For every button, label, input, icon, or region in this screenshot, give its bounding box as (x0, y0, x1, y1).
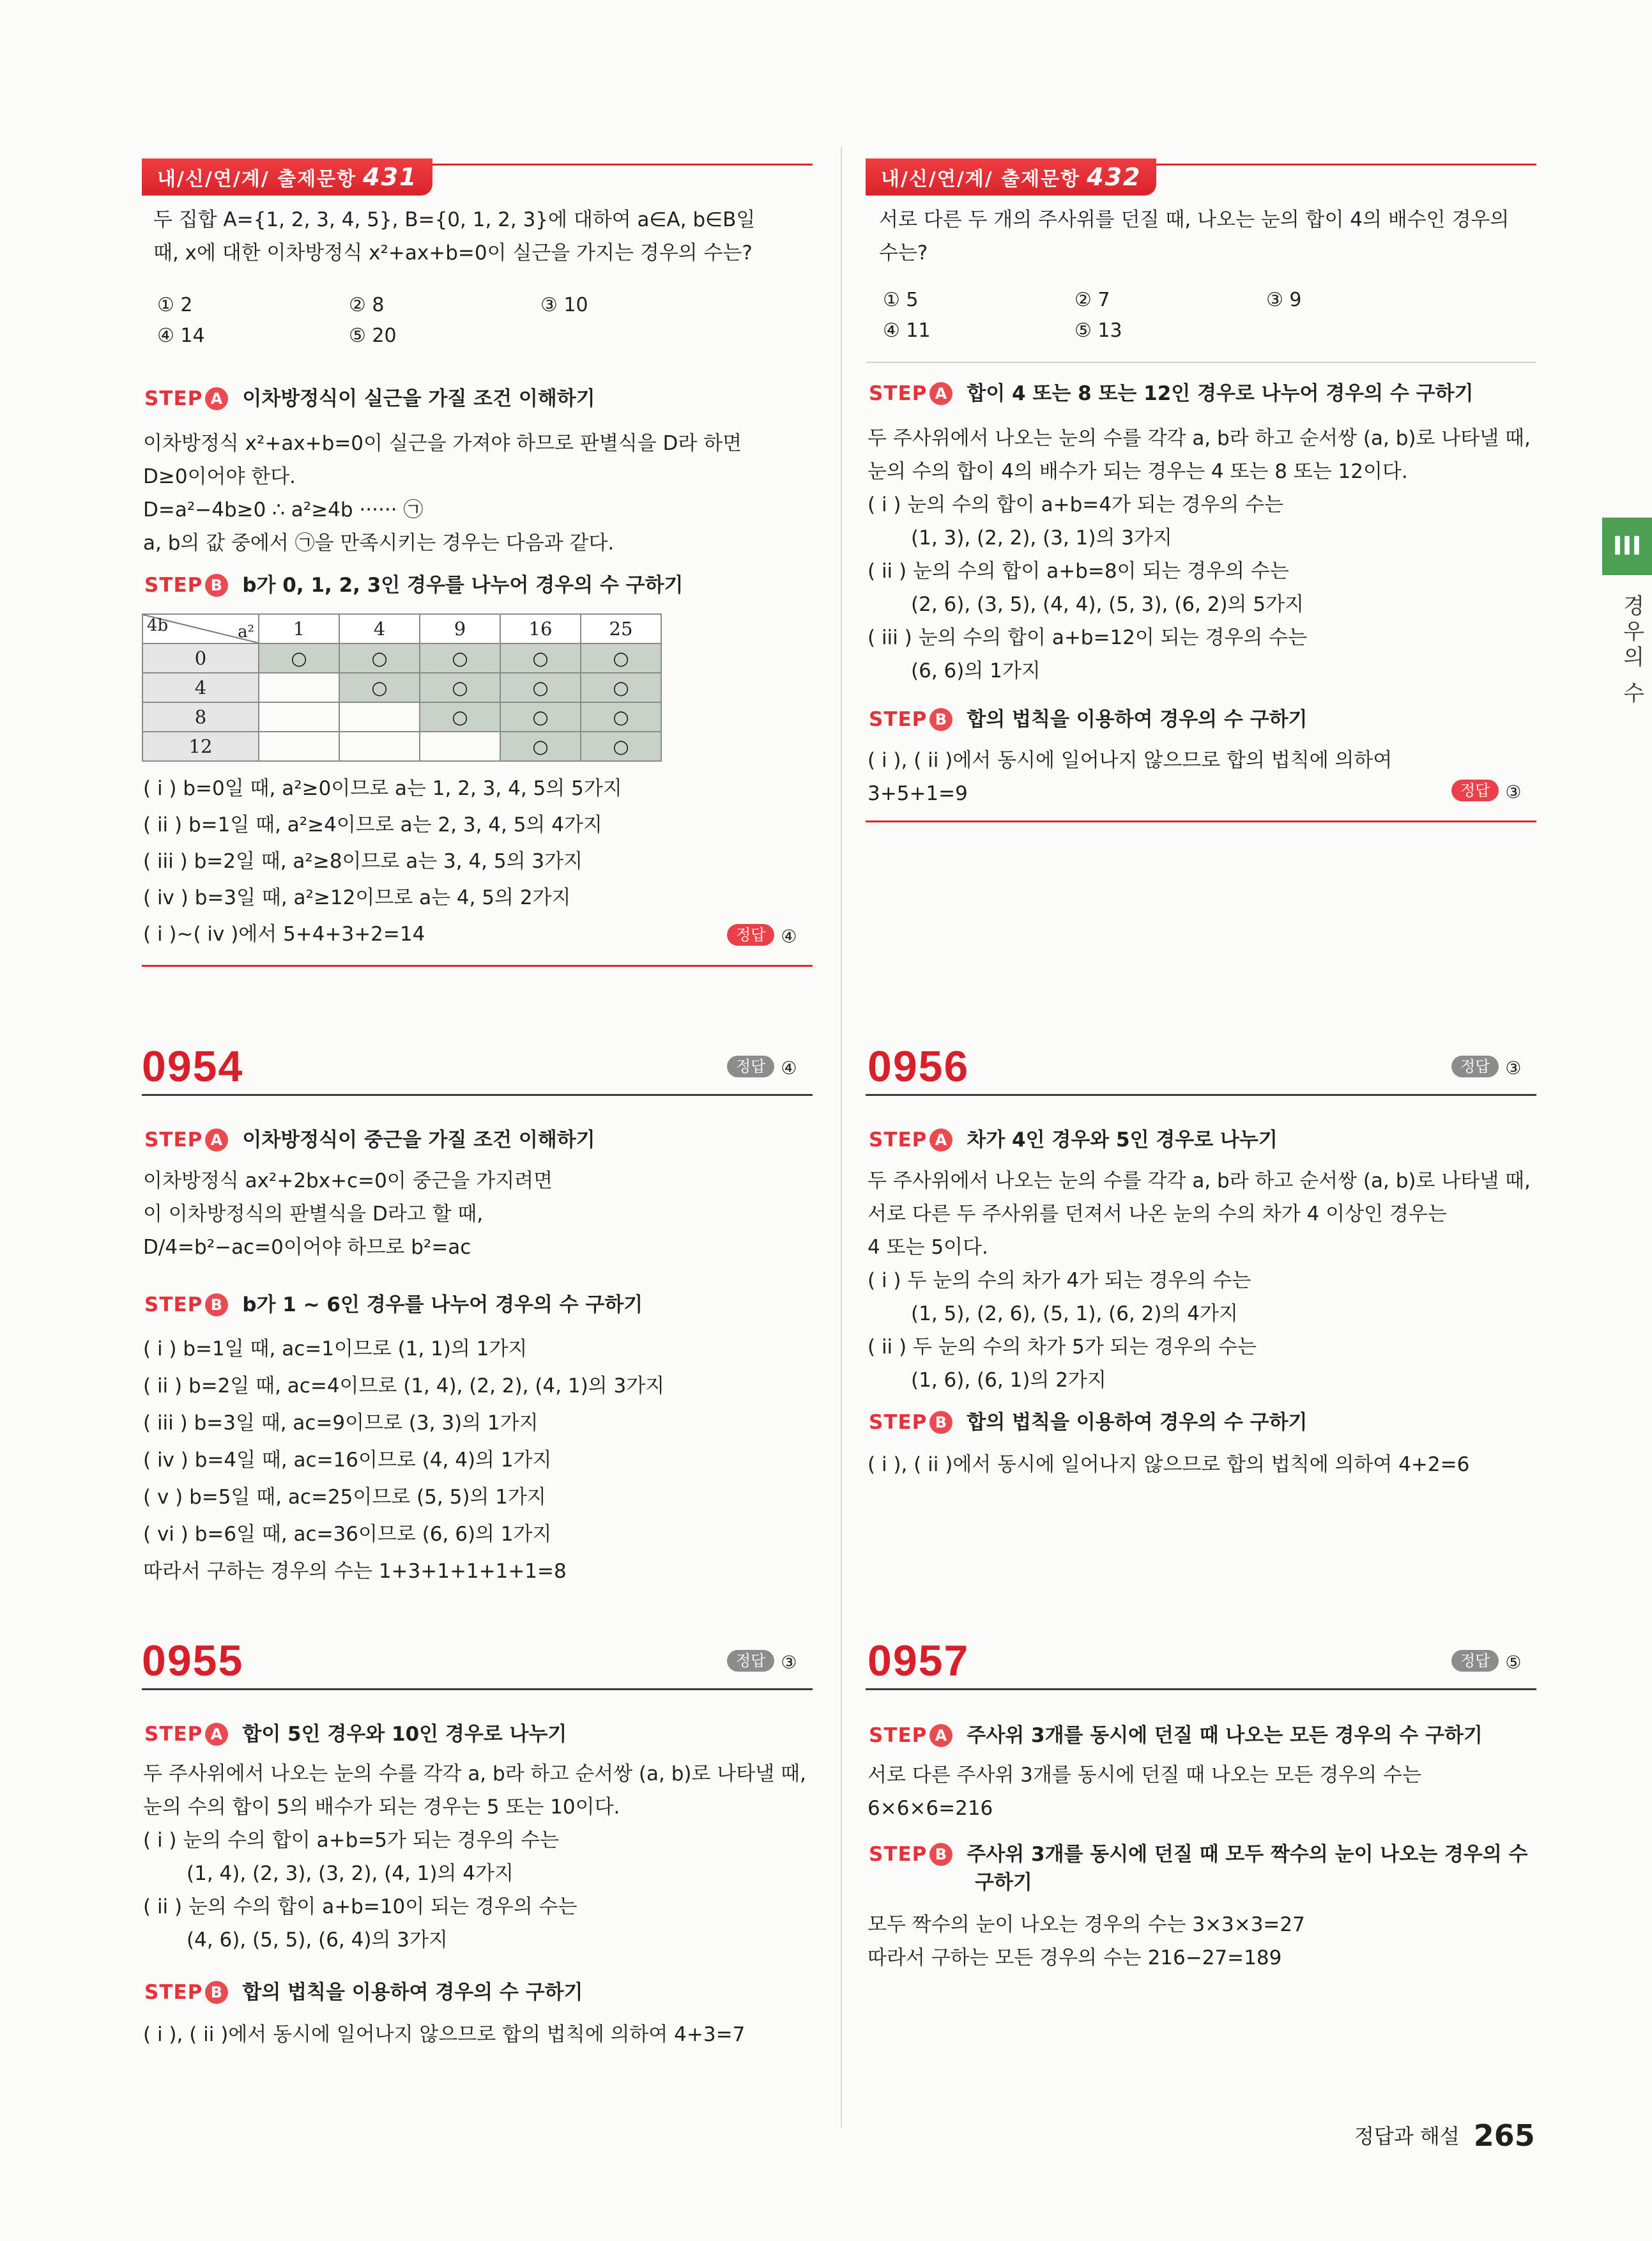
table-cell: ○ (500, 643, 581, 673)
p0955-step-b-heading: STEP B 합의 법칙을 이용하여 경우의 수 구하기 (144, 1981, 583, 2004)
problem-432-badge: 내/신/연/계/ 출제문항 432 (866, 158, 1156, 196)
p0957-step-b-heading: STEP B 주사위 3개를 동시에 던질 때 모두 짝수의 눈이 나오는 경우의 수 구하기 (869, 1840, 1528, 1897)
p0957-step-a-body: 서로 다른 주사위 3개를 동시에 던질 때 나오는 모든 경우의 수는 6×6×6=216 (868, 1764, 1421, 1820)
table-cell: ○ (581, 673, 661, 702)
table-cell (339, 732, 420, 761)
table-cell: ○ (339, 643, 420, 673)
table-cell (259, 732, 339, 761)
problem-431-question: 두 집합 A={1, 2, 3, 4, 5}, B={0, 1, 2, 3}에 대하여 a∈A, b∈B일 때, x에 대한 이차방정식 x²+ax+b=0이 실근을 가지는 경우의 수는? (153, 208, 756, 265)
p432-step-b-heading: STEP B 합의 법칙을 이용하여 경우의 수 구하기 (869, 708, 1308, 731)
table-cell (420, 732, 500, 761)
table-cell: ○ (581, 702, 661, 732)
p0956-step-b-body: ( i ), ( ii )에서 동시에 일어나지 않으므로 합의 법칙에 의하여 4+2=6 (868, 1453, 1470, 1476)
p431-condition-table (142, 613, 662, 762)
p0957-step-b-heading-line2: 구하기 (975, 1871, 1032, 1894)
table-row-header: 0 (142, 643, 259, 673)
table-corner: 4b a² (142, 614, 259, 643)
chapter-tab: III (1602, 518, 1652, 575)
p432-bottom-rule (866, 820, 1536, 822)
p0956-step-b-heading: STEP B 합의 법칙을 이용하여 경우의 수 구하기 (869, 1411, 1308, 1434)
p0955-step-b-body: ( i ), ( ii )에서 동시에 일어나지 않으므로 합의 법칙에 의하여 4+3=7 (143, 2023, 746, 2046)
table-cell: ○ (259, 643, 339, 673)
table-row (142, 643, 661, 673)
p0955-step-a-body: 두 주사위에서 나오는 눈의 수를 각각 a, b라 하고 순서쌍 (a, b)로 나타낼 때, 눈의 수의 합이 5의 배수가 되는 경우는 5 또는 10이다. ( i ) 눈의 수의 합이 a+b=5가 되는 경우의 수는 (1, 4), (2, 3), (3, 2), (4, 1)의 4가지 ( ii ) 눈의 수의 합이 a+b=10이 되는 경우의 수는 (4, 6), (5, 5), (6, 4)의 3가지 (143, 1762, 806, 1952)
p0955-answer: 정답 ③ (727, 1650, 797, 1673)
table-cell: ○ (581, 732, 661, 761)
p432-step-a-heading: STEP A 합이 4 또는 8 또는 12인 경우로 나누어 경우의 수 구하기 (869, 382, 1474, 405)
table-row-header: 8 (142, 702, 259, 732)
p0954-step-b-heading: STEP B b가 1 ~ 6인 경우를 나누어 경우의 수 구하기 (144, 1293, 643, 1316)
p0957-rule (866, 1688, 1536, 1690)
p431-step-b-body: ( i ) b=0일 때, a²≥0이므로 a는 1, 2, 3, 4, 5의 5가지 ( ii ) b=1일 때, a²≥4이므로 a는 2, 3, 4, 5의 4가지 ( iii ) b=2일 때, a²≥8이므로 a는 3, 4, 5의 3가지 ( iv ) b=3일 때, a²≥12이므로 a는 4, 5의 2가지 ( i )~( iv )에서 5+4+3+2=14 (143, 777, 622, 946)
p432-answer: 정답 ③ (1451, 780, 1521, 803)
table-col-header: 25 (581, 614, 661, 643)
p0954-step-a-body: 이차방정식 ax²+2bx+c=0이 중근을 가지려면 이 이차방정식의 판별식을 D라고 할 때, D/4=b²−ac=0이어야 하므로 b²=ac (143, 1169, 553, 1259)
table-row-header: 12 (142, 732, 259, 761)
chapter-title: 경우의 수 (1619, 594, 1644, 707)
table-cell: ○ (581, 643, 661, 673)
p0957-answer: 정답 ⑤ (1451, 1650, 1521, 1673)
table-cell: ○ (339, 673, 420, 702)
p0956-answer: 정답 ③ (1451, 1056, 1521, 1079)
problem-431-badge: 내/신/연/계/ 출제문항 431 (142, 158, 432, 196)
column-divider (841, 147, 842, 2128)
problem-number-0957: 0957 (868, 1636, 970, 1685)
table-col-header: 4 (339, 614, 420, 643)
p0956-step-a-heading: STEP A 차가 4인 경우와 5인 경우로 나누기 (869, 1128, 1278, 1151)
problem-432-choices: ① 5 ② 7 ③ 9 ④ 11 ⑤ 13 (883, 289, 1302, 342)
p431-bottom-rule (142, 965, 813, 967)
p431-step-a-heading: STEP A 이차방정식이 실근을 가질 조건 이해하기 (144, 387, 595, 410)
table-col-header: 1 (259, 614, 339, 643)
table-cell: ○ (420, 673, 500, 702)
p0954-answer: 정답 ④ (727, 1056, 797, 1079)
problem-number-0954: 0954 (142, 1042, 244, 1091)
p0955-step-a-heading: STEP A 합이 5인 경우와 10인 경우로 나누기 (144, 1723, 567, 1746)
p0954-step-b-body: ( i ) b=1일 때, ac=1이므로 (1, 1)의 1가지 ( ii ) b=2일 때, ac=4이므로 (1, 4), (2, 2), (4, 1)의 3가지 ( iii ) b=3일 때, ac=9이므로 (3, 3)의 1가지 ( iv ) b=4일 때, ac=16이므로 (4, 4)의 1가지 ( v ) b=5일 때, ac=25이므로 (5, 5)의 1가지 ( vi ) b=6일 때, ac=36이므로 (6, 6)의 1가지 따라서 구하는 경우의 수는 1+3+1+1+1+1=8 (143, 1337, 665, 1583)
table-cell (339, 702, 420, 732)
p0955-rule (142, 1688, 813, 1690)
p432-step-a-body: 두 주사위에서 나오는 눈의 수를 각각 a, b라 하고 순서쌍 (a, b)로 나타낼 때, 눈의 수의 합이 4의 배수가 되는 경우는 4 또는 8 또는 12이다. ( i ) 눈의 수의 합이 a+b=4가 되는 경우의 수는 (1, 3), (2, 2), (3, 1)의 3가지 ( ii ) 눈의 수의 합이 a+b=8이 되는 경우의 수는 (2, 6), (3, 5), (4, 4), (5, 3), (6, 2)의 5가지 ( iii ) 눈의 수의 합이 a+b=12이 되는 경우의 수는 (6, 6)의 1가지 (868, 427, 1531, 682)
table-cell: ○ (420, 702, 500, 732)
table-cell: ○ (420, 643, 500, 673)
problem-432-question: 서로 다른 두 개의 주사위를 던질 때, 나오는 눈의 합이 4의 배수인 경우의 수는? (879, 208, 1510, 265)
p0954-step-a-heading: STEP A 이차방정식이 중근을 가질 조건 이해하기 (144, 1128, 595, 1151)
table-row (142, 732, 661, 761)
table-row (142, 702, 661, 732)
table-cell: ○ (500, 732, 581, 761)
page-number: 265 (1473, 2118, 1535, 2153)
table-col-header: 16 (500, 614, 581, 643)
p0957-step-a-heading: STEP A 주사위 3개를 동시에 던질 때 나오는 모든 경우의 수 구하기 (869, 1724, 1483, 1747)
p0957-step-b-body: 모두 짝수의 눈이 나오는 경우의 수는 3×3×3=27 따라서 구하는 모든 경우의 수는 216−27=189 (868, 1913, 1305, 1969)
p0956-rule (866, 1094, 1536, 1096)
p0956-step-a-body: 두 주사위에서 나오는 눈의 수를 각각 a, b라 하고 순서쌍 (a, b)로 나타낼 때, 서로 다른 두 주사위를 던져서 나온 눈의 수의 차가 4 이상인 경우는 4 또는 5이다. ( i ) 두 눈의 수의 차가 4가 되는 경우의 수는 (1, 5), (2, 6), (5, 1), (6, 2)의 4가지 ( ii ) 두 눈의 수의 차가 5가 되는 경우의 수는 (1, 6), (6, 1)의 2가지 (868, 1169, 1531, 1392)
problem-number-0956: 0956 (868, 1042, 970, 1091)
table-row (142, 673, 661, 702)
problem-431-choices: ① 2 ② 8 ③ 10 ④ 14 ⑤ 20 (157, 294, 588, 347)
p431-step-b-heading: STEP B b가 0, 1, 2, 3인 경우를 나누어 경우의 수 구하기 (144, 574, 684, 597)
footer-label: 정답과 해설 (1354, 2124, 1460, 2148)
table-cell: ○ (500, 673, 581, 702)
table-cell: ○ (500, 702, 581, 732)
p431-answer: 정답 ④ (727, 924, 797, 947)
p0954-rule (142, 1094, 813, 1096)
table-col-header: 9 (420, 614, 500, 643)
p432-question-rule (866, 362, 1536, 363)
table-cell (259, 673, 339, 702)
p432-step-b-body: ( i ), ( ii )에서 동시에 일어나지 않으므로 합의 법칙에 의하여 3+5+1=9 (868, 749, 1393, 805)
p431-step-a-body: 이차방정식 x²+ax+b=0이 실근을 가져야 하므로 판별식을 D라 하면 D≥0이어야 한다. D=a²−4b≥0 ∴ a²≥4b ······ ㉠ a, b의 값 중에서 ㉠을 만족시키는 경우는 다음과 같다. (143, 432, 742, 555)
table-row-header: 4 (142, 673, 259, 702)
table-cell (259, 702, 339, 732)
problem-number-0955: 0955 (142, 1636, 244, 1685)
page-footer (1354, 2118, 1535, 2153)
